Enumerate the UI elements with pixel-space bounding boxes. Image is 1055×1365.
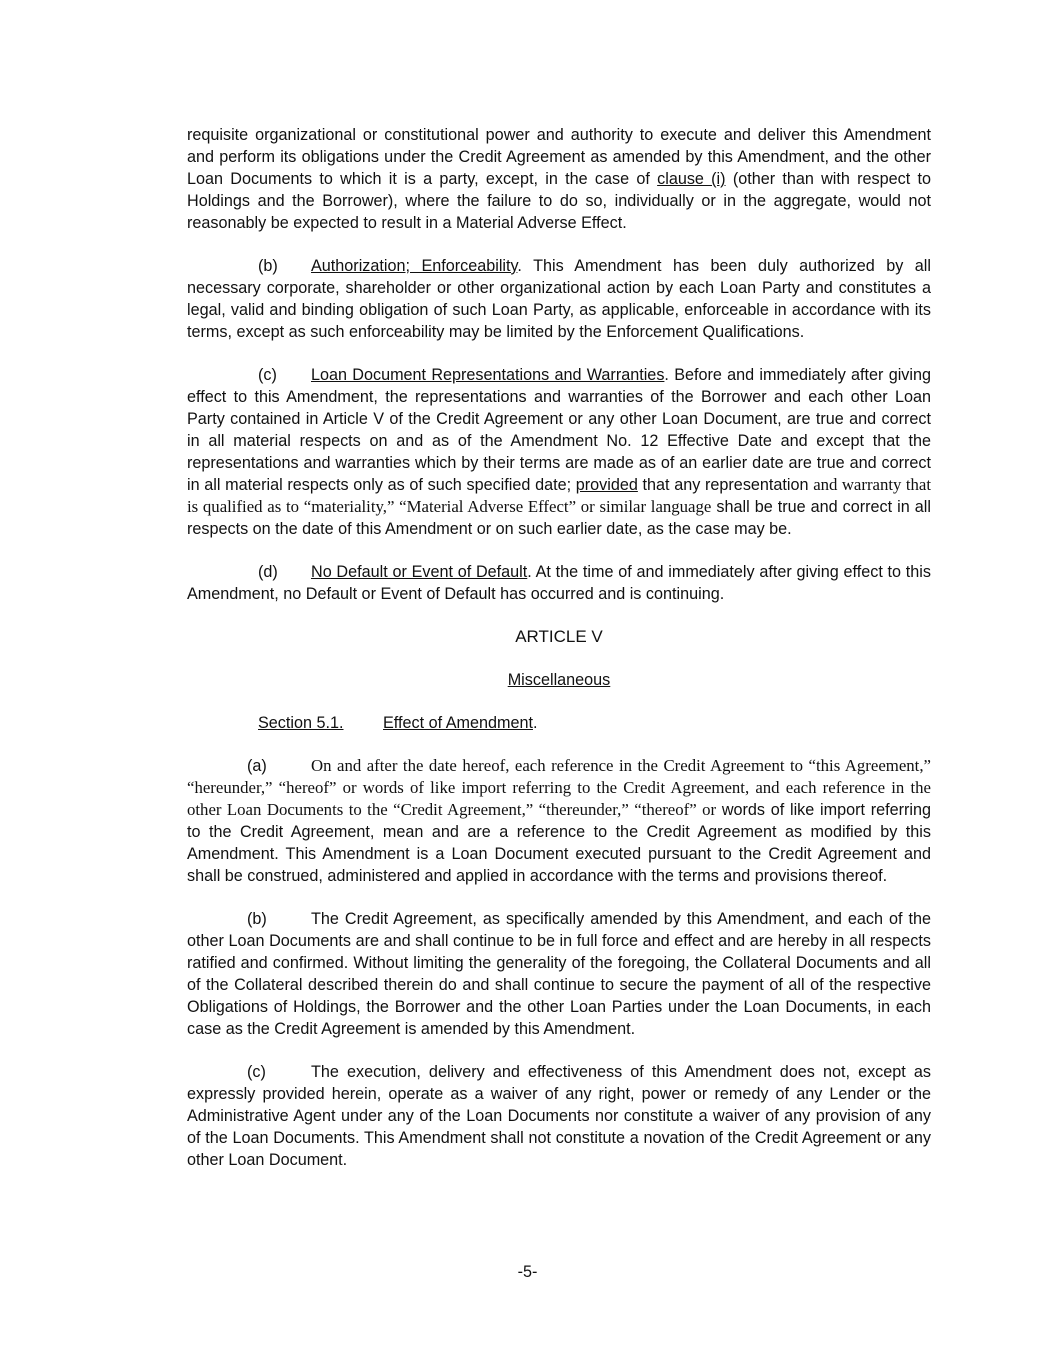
section-d-label: (d) (258, 563, 278, 581)
intro-paragraph (187, 124, 931, 234)
section-c-body: . Before and immediately after giving effect to this Amendment, the representations and warranties of the Borrower and each other Loan Party contained in Article V of the Credit Agreement or any other Loan Document, are true and correct in all material respects on and as of the Amendment No. 12 Effective Date and except that the representations and warranties which by their terms are made as of an earlier date are true and correct in all material respects only as of such specified date; (187, 366, 932, 494)
section-c-serif-line: and warranty that is qualified as to “materiality,” “Material Adverse Effect” or similar language (187, 475, 931, 516)
intro-text: requisite organizational or constitutional power and authority to execute and deliver this Amendment and perform its obligations under the Credit Agreement as amended by this Amendment, and the other Loan Documents to which it is a party, except, in the case of (187, 126, 931, 188)
section-d-title: No Default or Event of Default (311, 563, 528, 581)
section-5-1-number: Section 5.1. (258, 714, 344, 732)
section-d-body: . At the time of and immediately after giving effect to this Amendment, no Default or Event of Default has occurred and is continuing. (187, 563, 931, 603)
para-c-label: (c) (247, 1063, 266, 1081)
provided-term: provided (575, 476, 638, 494)
section-c-paragraph (187, 364, 931, 540)
document-page (187, 124, 931, 1192)
article-subheading (187, 669, 931, 691)
para-b-label: (b) (247, 910, 267, 928)
para-b-body: The Credit Agreement, as specifically amended by this Amendment, and each of the other Loan Documents are and shall continue to be in full force and effect and are hereby in all respects ratified and confirmed. Without limiting the generality of the foregoing, the Collateral Documents and all of the Collateral described therein do and shall continue to secure the payment of all of the respective Obligations of Holdings, the Borrower and the other Loan Parties under the Loan Documents, in each case as the Credit Agreement is amended by this Amendment. (187, 910, 931, 1038)
para-a-body: words of like import referring to the Credit Agreement, mean and are a reference to the Credit Agreement as modified by this Amendment. This Amendment is a Loan Document executed pursuant to the Credit Agreement and shall be construed, administered and applied in accordance with the terms and provisions thereof. (187, 801, 931, 885)
para-b (187, 908, 931, 1040)
section-b-paragraph (187, 255, 931, 343)
section-d-paragraph (187, 561, 931, 605)
section-b-body: . This Amendment has been duly authorized by all necessary corporate, shareholder or other organizational action by each Loan Party and constitutes a legal, valid and binding obligation of such Loan Party, as applicable, enforceable in accordance with its terms, except as such enforceability may be limited by the Enforcement Qualifications. (187, 257, 931, 341)
para-c (187, 1061, 931, 1171)
para-a (187, 755, 931, 887)
intro-text-after: (other than with respect to Holdings and the Borrower), where the failure to do so, individually or in the aggregate, would not reasonably be expected to result in a Material Adverse Effect. (187, 170, 931, 232)
section-c-body-after: that any representation (637, 476, 809, 494)
section-5-1-heading (187, 712, 931, 734)
section-c-title: Loan Document Representations and Warranties (311, 366, 665, 384)
section-c-body-end: shall be true and correct in all respects on the date of this Amendment or on such earlier date, as the case may be. (187, 498, 931, 538)
clause-i-reference: clause (i) (657, 170, 726, 188)
section-5-1-title: Effect of Amendment (383, 714, 533, 732)
section-c-label: (c) (258, 366, 277, 384)
section-b-label: (b) (258, 257, 278, 275)
miscellaneous-title: Miscellaneous (507, 671, 611, 689)
section-b-title: Authorization; Enforceability (311, 257, 518, 275)
para-c-body: The execution, delivery and effectiveness of this Amendment does not, except as expressly provided herein, operate as a waiver of any right, power or remedy of any Lender or the Administrative Agent under any of the Loan Documents nor constitute a waiver of any provision of any of the Loan Documents. This Amendment shall not constitute a novation of the Credit Agreement or any other Loan Document. (187, 1063, 931, 1169)
article-heading: ARTICLE V (515, 627, 603, 646)
page-number: -5- (517, 1263, 538, 1281)
para-a-label: (a) (247, 757, 267, 775)
section-5-1-title-end: . (532, 714, 538, 732)
para-a-serif-text: On and after the date hereof, each reference in the Credit Agreement to “this Agreement,” “hereunder,” “hereof” or words of like import referring to the Credit Agreement, and each reference in the other Loan Documents to the “Credit Agreement,” “thereunder,” “thereof” or (187, 756, 931, 819)
